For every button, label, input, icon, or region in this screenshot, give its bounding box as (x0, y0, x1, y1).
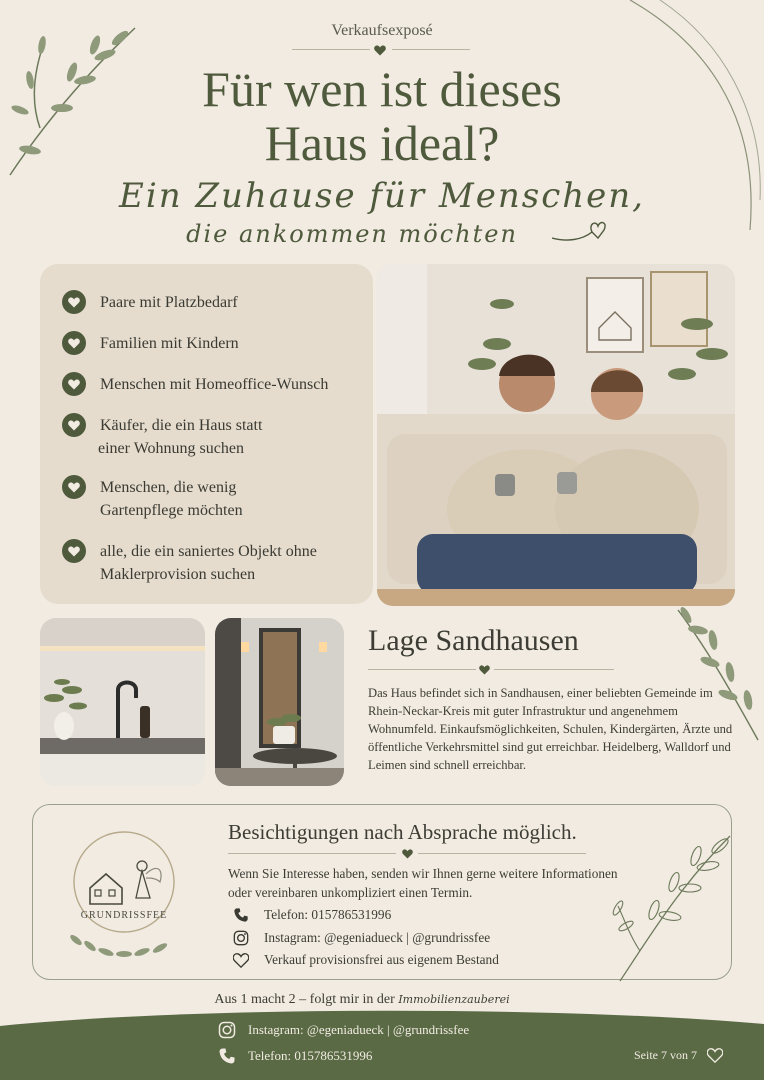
audience-item (62, 540, 317, 586)
heart-outline-flourish-icon (552, 212, 608, 246)
heart-icon (479, 665, 490, 675)
audience-item-text: Familien mit Kindern (100, 335, 239, 352)
audience-item-text: Menschen, die wenig (100, 479, 237, 496)
document-kicker: Verkaufsexposé (331, 22, 433, 39)
footer-instagram[interactable] (218, 1021, 469, 1039)
audience-item (62, 291, 238, 314)
audience-item-text-cont: Maklerprovision suchen (100, 566, 256, 583)
logo-text: GRUNDRISSFEE (80, 910, 168, 921)
heart-icon (374, 45, 386, 56)
patio-photo (215, 618, 344, 786)
audience-item-text: Paare mit Platzbedarf (100, 294, 238, 311)
audience-item-text: Menschen mit Homeoffice-Wunsch (100, 376, 329, 393)
location-description: Das Haus befindet sich in Sandhausen, einer beliebten Gemeinde im Rhein-Neckar-Kreis mit guter Infrastruktur und angenehmem Wohnumfeld. Einkaufsmöglichkeiten, Schulen, Kindergärten, Ärzte und öffentliche Verkehrsmittel sind gut erreichbar. Heidelberg, Walldorf und Leimen sind schnell erreichbar. (368, 686, 733, 772)
contact-note (232, 951, 499, 969)
subtitle-script-line-2: die ankommen möchten (186, 220, 518, 248)
viewing-title: Besichtigungen nach Absprache möglich. (228, 820, 577, 844)
audience-item (62, 373, 328, 396)
title-line-2: Haus ideal? (264, 115, 500, 171)
audience-item (62, 414, 262, 460)
phone-icon (232, 906, 250, 924)
heart-icon (62, 539, 86, 563)
footer-tagline-script: Immobilienzauberei (398, 993, 510, 1006)
subtitle-script-line-1: Ein Zuhause für Menschen, (119, 176, 645, 216)
audience-item (62, 332, 239, 355)
audience-item-text-cont: Gartenpflege möchten (100, 502, 243, 519)
contact-phone[interactable] (232, 906, 391, 924)
heart-icon (62, 413, 86, 437)
kicker-divider-right (392, 49, 470, 50)
page-title (0, 62, 764, 170)
audience-item (62, 476, 243, 522)
kicker-divider-left (292, 49, 370, 50)
contact-instagram[interactable] (232, 929, 490, 947)
page-number-text: Seite 7 von 7 (634, 1048, 697, 1062)
footer-instagram-text: Instagram: @egeniadueck | @grundrissfee (248, 1022, 470, 1037)
instagram-icon (218, 1021, 236, 1039)
viewing-divider-right (418, 853, 586, 854)
branch-box-right-decoration (610, 826, 740, 986)
phone-icon (218, 1047, 236, 1065)
footer-tagline (0, 992, 744, 1008)
audience-item-text-cont: einer Wohnung suchen (98, 440, 244, 457)
heart-icon (402, 849, 413, 859)
title-line-1: Für wen ist dieses (202, 61, 562, 117)
grundrissfee-logo (68, 828, 186, 966)
viewing-description: Wenn Sie Interesse haben, senden wir Ihnen gerne weitere Informationen oder vereinbaren unkompliziert einen Termin. (228, 866, 618, 900)
kitchen-photo (40, 618, 205, 786)
footer-phone[interactable] (218, 1047, 372, 1065)
contact-note-text: Verkauf provisionsfrei aus eigenem Bestand (264, 952, 499, 967)
couple-photo (377, 264, 735, 606)
heart-icon (62, 290, 86, 314)
page-number (634, 1048, 723, 1063)
heart-outline-icon (707, 1048, 723, 1063)
location-divider-left (368, 669, 476, 670)
contact-instagram-text: Instagram: @egeniadueck | @grundrissfee (264, 930, 491, 945)
heart-outline-icon (232, 951, 250, 969)
audience-item-text: alle, die ein saniertes Objekt ohne (100, 543, 317, 560)
location-divider-right (494, 669, 614, 670)
location-title: Lage Sandhausen (368, 624, 579, 657)
instagram-icon (232, 929, 250, 947)
heart-icon (62, 475, 86, 499)
audience-item-text: Käufer, die ein Haus statt (100, 417, 263, 434)
viewing-divider-left (228, 853, 396, 854)
footer-phone-text: Telefon: 015786531996 (248, 1048, 373, 1063)
heart-icon (62, 372, 86, 396)
contact-phone-text: Telefon: 015786531996 (264, 907, 392, 922)
heart-icon (62, 331, 86, 355)
footer-tagline-text: Aus 1 macht 2 – folgt mir in der (214, 992, 395, 1007)
